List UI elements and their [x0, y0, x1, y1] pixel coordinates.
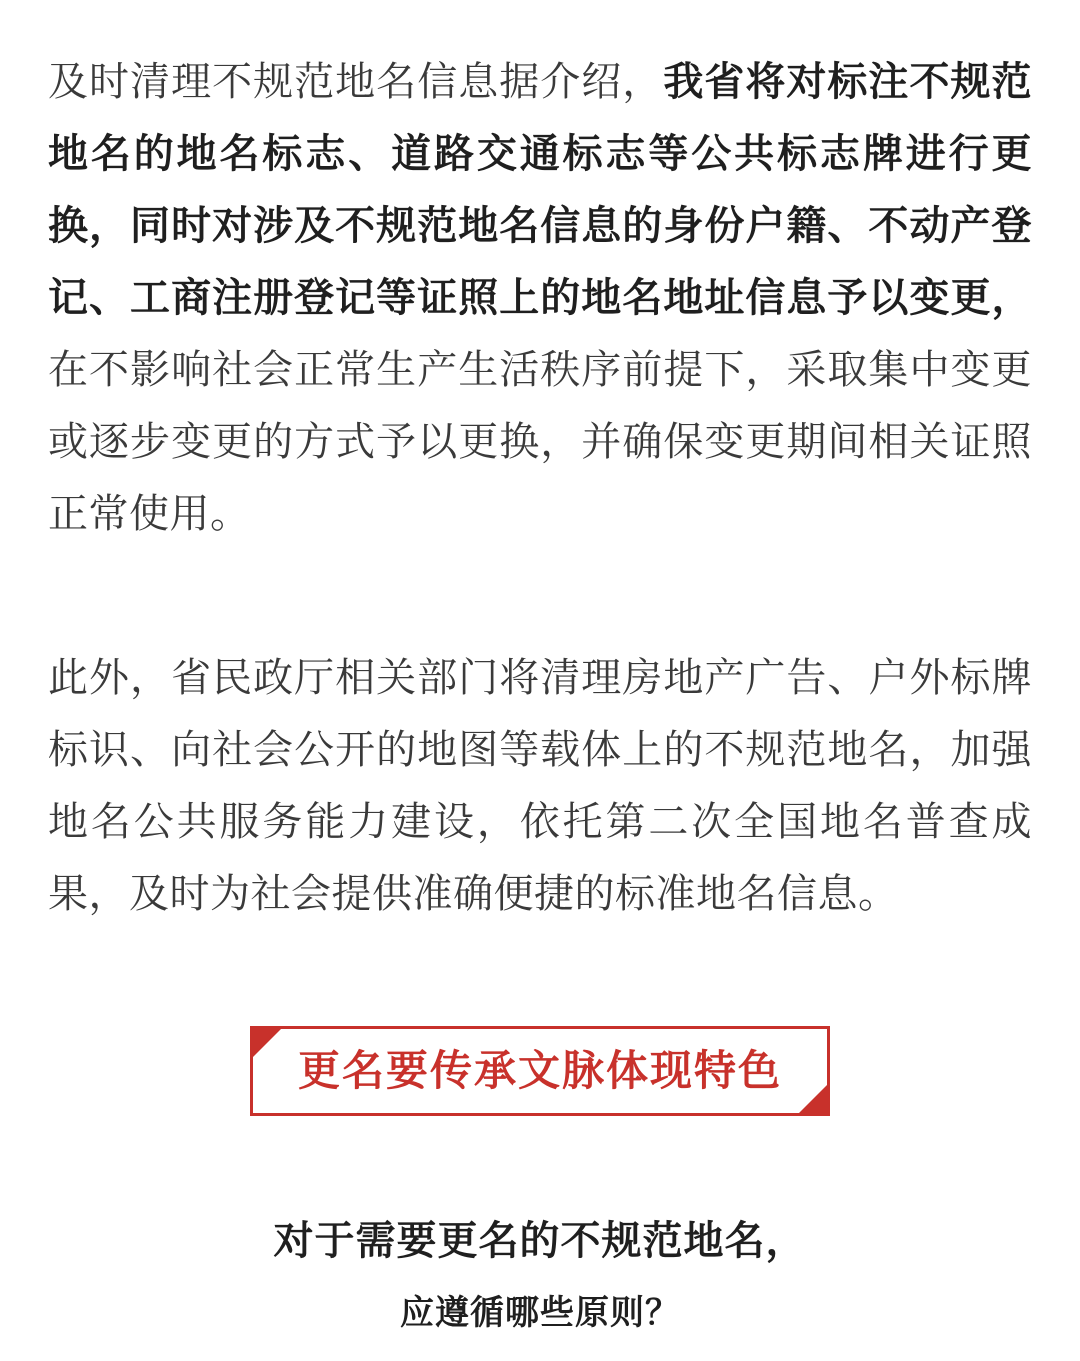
question-heading-line-1: 对于需要更名的不规范地名， — [273, 1219, 807, 1263]
paragraph-one — [48, 46, 1032, 550]
banner-corner-bottom-right-icon — [796, 1082, 830, 1116]
paragraph-one-tail: 在不影响社会正常生产生活秩序前提下，采取集中变更或逐步变更的方式予以更换，并确保变更期间相关证照正常使用。 — [48, 348, 1032, 536]
section-banner — [250, 1026, 830, 1116]
question-heading-line-2: 应遵循哪些原则？ — [400, 1294, 680, 1332]
question-heading — [48, 1216, 1032, 1335]
paragraph-two: 此外，省民政厅相关部门将清理房地产广告、户外标牌标识、向社会公开的地图等载体上的不规范地名，加强地名公共服务能力建设，依托第二次全国地名普查成果，及时为社会提供准确便捷的标准地名信息。 — [48, 656, 1032, 916]
section-banner-title: 更名要传承文脉体现特色 — [297, 1047, 782, 1094]
paragraph-one-lead: 及时清理不规范地名信息据介绍， — [48, 60, 664, 104]
section-banner-wrapper — [48, 1026, 1032, 1116]
paragraph-one-emphasis: 我省将对标注不规范地名的地名标志、道路交通标志等公共标志牌进行更换，同时对涉及不规范地名信息的身份户籍、不动产登记、工商注册登记等证照上的地名地址信息予以变更， — [48, 60, 1033, 320]
banner-corner-top-left-icon — [250, 1026, 284, 1060]
